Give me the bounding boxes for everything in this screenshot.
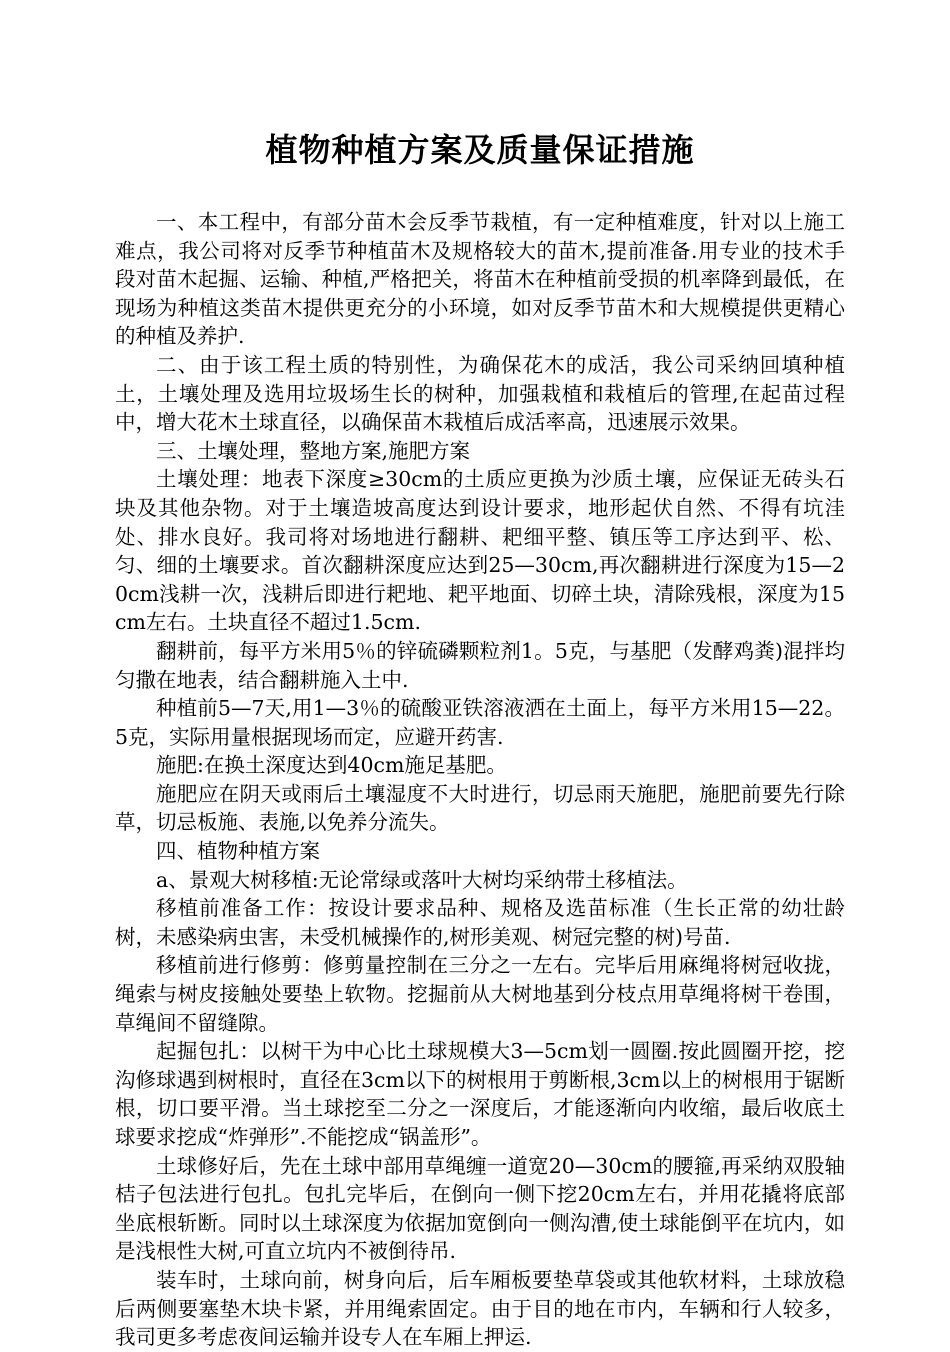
paragraph-before-tilling: 翻耕前，每平方米用5％的锌硫磷颗粒剂1。5克，与基肥（发酵鸡粪)混拌均匀撒在地表，结合翻耕施入土中. (115, 638, 845, 692)
paragraph-1: 一、本工程中，有部分苗木会反季节栽植，有一定种植难度，针对以上施工难点，我公司将对反季节种植苗木及规格较大的苗木,提前准备.用专业的技术手段对苗木起掘、运输、种植,严格把关，将苗木在种植前受损的机率降到最低，在现场为种植这类苗木提供更充分的小环境，如对反季节苗木和大规模提供更精心的种植及养护. (115, 210, 845, 349)
section-heading-4: 四、植物种植方案 (156, 839, 320, 864)
paragraph-preparation: 移植前准备工作：按设计要求品种、规格及选苗标准（生长正常的幼壮龄树，未感染病虫害，未受机械操作的,树形美观、树冠完整的树)号苗. (115, 896, 845, 949)
paragraph-tree-transplant: a、景观大树移植:无论常绿或落叶大树均采纳带土移植法。 (156, 867, 688, 892)
paragraph-root-ball: 土球修好后，先在土球中部用草绳缠一道宽20—30cm的腰箍,再采纳双股轴桔子包法进行包扎。包扎完毕后，在倒向一侧下挖20cm左右，并用花撬将底部坐底根斩断。同时以土球深度为依据加宽倒向一侧沟漕,使土球能倒平在坑内，如是浅根性大树,可直立坑内不被倒待吊. (115, 1153, 845, 1264)
document-page (115, 120, 845, 1352)
section-heading-3: 三、土壤处理，整地方案,施肥方案 (156, 438, 471, 463)
paragraph-before-planting: 种植前5—7天,用1—3％的硫酸亚铁溶液洒在土面上，每平方米用15—22。5克，实际用量根据现场而定，应避开药害. (115, 696, 845, 749)
paragraph-2: 二、由于该工程土质的特别性，为确保花木的成活，我公司采纳回填种植土，土壤处理及选用垃圾场生长的树种，加强栽植和栽植后的管理,在起苗过程中，增大花木土球直径，以确保苗木栽植后成活率高，迅速展示效果。 (115, 352, 845, 435)
document-title: 植物种植方案及质量保证措施 (265, 131, 695, 169)
paragraph-pruning: 移植前进行修剪：修剪量控制在三分之一左右。完毕后用麻绳将树冠收拢，绳索与树皮接触处要垫上软物。挖掘前从大树地基到分枝点用草绳将树干卷围，草绳间不留缝隙。 (115, 953, 845, 1035)
paragraph-digging-wrapping: 起掘包扎：以树干为中心比土球规模大3—5cm划一圆圈.按此圆圈开挖，挖沟修球遇到树根时，直径在3cm以下的树根用于剪断根,3cm以上的树根用于锯断根，切口要平滑。当土球挖至二分之一深度后，才能逐渐向内收缩，最后收底土球要求挖成“炸弹形”.不能挖成“锅盖形”。 (115, 1039, 845, 1149)
document-body (115, 208, 845, 1352)
paragraph-fertilizing-timing: 施肥应在阴天或雨后土壤湿度不大时进行，切忌雨天施肥，施肥前要先行除草，切忌板施、表施,以免养分流失。 (115, 781, 845, 835)
paragraph-fertilizing: 施肥:在换土深度达到40cm施足基肥。 (156, 753, 507, 778)
paragraph-loading: 装车时，土球向前，树身向后，后车厢板要垫草袋或其他软材料，土球放稳后两侧要塞垫木块卡紧，并用绳索固定。由于目的地在市内，车辆和行人较多，我司更多考虑夜间运输并设专人在车厢上押运. (115, 1267, 845, 1350)
paragraph-soil-treatment: 土壤处理：地表下深度≥30cm的土质应更换为沙质土壤，应保证无砖头石块及其他杂物。对于土壤造坡高度达到设计要求，地形起伏自然、不得有坑洼处、排水良好。我司将对场地进行翻耕、耙细平整、镇压等工序达到平、松、匀、细的土壤要求。首次翻耕深度应达到25—30cm,再次翻耕进行深度为15—20cm浅耕一次，浅耕后即进行耙地、耙平地面、切碎土块，清除残根，深度为15cm左右。土块直径不超过1.5cm. (115, 467, 845, 635)
